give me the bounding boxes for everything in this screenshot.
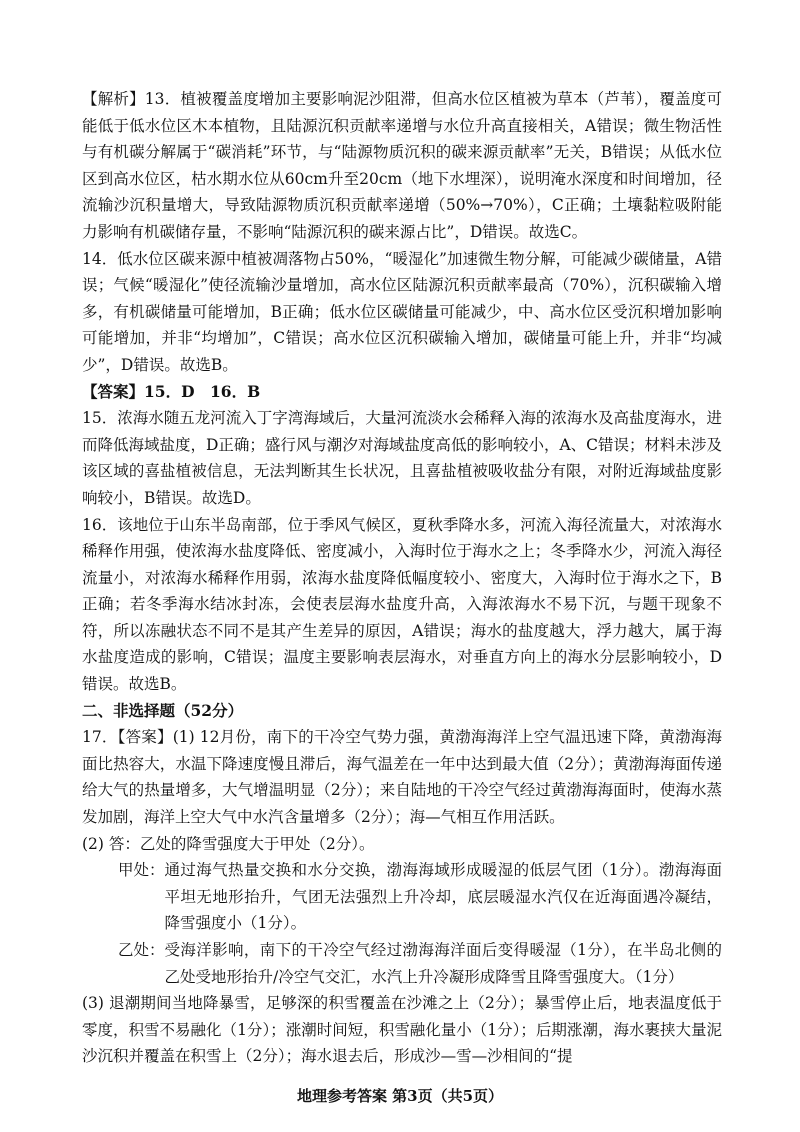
page-footer: 地理参考答案 第3页（共5页） <box>296 1087 504 1105</box>
answer-q17-yi <box>82 937 722 990</box>
jia-label: 甲处： <box>118 861 165 880</box>
analysis-q15: 15．浓海水随五龙河流入丁字湾海域后，大量河流淡水会稀释入海的浓海水及高盐度海水，进而降低海域盐度，D正确；盛行风与潮汐对海域盐度高低的影响较小，A、C错误；材料未涉及该区域的喜盐植被信息，无法判断其生长状况，且喜盐植被吸收盐分有限，对附近海域盐度影响较小，B错误。故选D。 <box>82 409 722 507</box>
answer-q17-part1: 17．【答案】(1) 12月份，南下的干冷空气势力强，黄渤海海洋上空气温迅速下降，黄渤海海面比热容大，水温下降速度慢且滞后，海气温差在一年中达到最大值（2分）；黄渤海海面传递给大气的热量增多，大气增温明显（2分）；来自陆地的干冷空气经过黄渤海海面时，使海水蒸发加剧，海洋上空大气中水汽含量增多（2分）；海—气相互作用活跃。 <box>82 728 722 827</box>
yi-label: 乙处： <box>118 941 165 959</box>
answer-q17-part2: (2) 答：乙处的降雪强度大于甲处（2分）。 <box>82 834 375 853</box>
analysis-q13: 【解析】13．植被覆盖度增加主要影响泥沙阻滞，但高水位区植被为草本（芦苇），覆盖度可能低于低水位区木本植物，且陆源沉积贡献率递增与水位升高直接相关，A错误；微生物活性与有机碳分解属于“碳消耗”环节，与“陆源物质沉积的碳来源贡献率”无关，B错误；从低水位区到高水位区，枯水期水位从60cm升至20cm（地下水埋深），说明淹水深度和时间增加，径流输沙沉积量增大，导致陆源物质沉积贡献率递增（50%→70%），C正确；土壤黏粒吸附能力影响有机碳储存量，不影响“陆源沉积的碳来源占比”，D错误。故选C。 <box>82 90 722 241</box>
answer-q15-16: 【答案】15．D 16．B <box>82 381 261 401</box>
answer-content <box>82 86 722 1070</box>
answer-q17-jia <box>82 857 722 937</box>
jia-text: 通过海气热量交换和水分交换，渤海海域形成暖湿的低层气团（1分）。渤海海面平坦无地形抬升，气团无法强烈上升冷却，底层暖湿水汽仅在近海面遇冷凝结，降雪强度小（1分）。 <box>164 861 722 933</box>
analysis-q14: 14．低水位区碳来源中植被凋落物占50%，“暖湿化”加速微生物分解，可能减少碳储量，A错误；气候“暖湿化”使径流输沙量增加，高水位区陆源沉积贡献率最高（70%），沉积碳输入增多，有机碳储量可能增加，B正确；低水位区碳储量可能减少，中、高水位区受沉积增加影响可能增加，并非“均增加”，C错误；高水位区沉积碳输入增加，碳储量可能上升，并非“均减少”，D错误。故选B。 <box>82 249 722 374</box>
analysis-q16: 16．该地位于山东半岛南部，位于季风气候区，夏秋季降水多，河流入海径流量大，对浓海水稀释作用强，使浓海水盐度降低、密度减小，入海时位于海水之上；冬季降水少，河流入海径流量小，对浓海水稀释作用弱，浓海水盐度降低幅度较小、密度大，入海时位于海水之下，B正确；若冬季海水结冰封冻，会使表层海水盐度升高，入海浓海水不易下沉，与题干现象不符，所以冻融状态不同不是其产生差异的原因，A错误；海水的盐度越大，浮力越大，属于海水盐度造成的影响，C错误；温度主要影响表层海水，对垂直方向上的海水分层影响较小，D错误。故选B。 <box>82 515 722 694</box>
section-heading-non-choice: 二、非选择题（52分） <box>82 700 244 720</box>
answer-q17-part3: (3) 退潮期间当地降暴雪，足够深的积雪覆盖在沙滩之上（2分）；暴雪停止后，地表温度低于零度，积雪不易融化（1分）；涨潮时间短，积雪融化量小（1分）；后期涨潮，海水裹挟大量泥沙沉积并覆盖在积雪上（2分）；海水退去后，形成沙—雪—沙相间的“提 <box>82 994 722 1066</box>
yi-text: 受海洋影响，南下的干冷空气经过渤海海洋面后变得暖湿（1分），在半岛北侧的乙处受地形抬升/冷空气交汇，水汽上升冷凝形成降雪且降雪强度大。（1分） <box>164 941 722 986</box>
